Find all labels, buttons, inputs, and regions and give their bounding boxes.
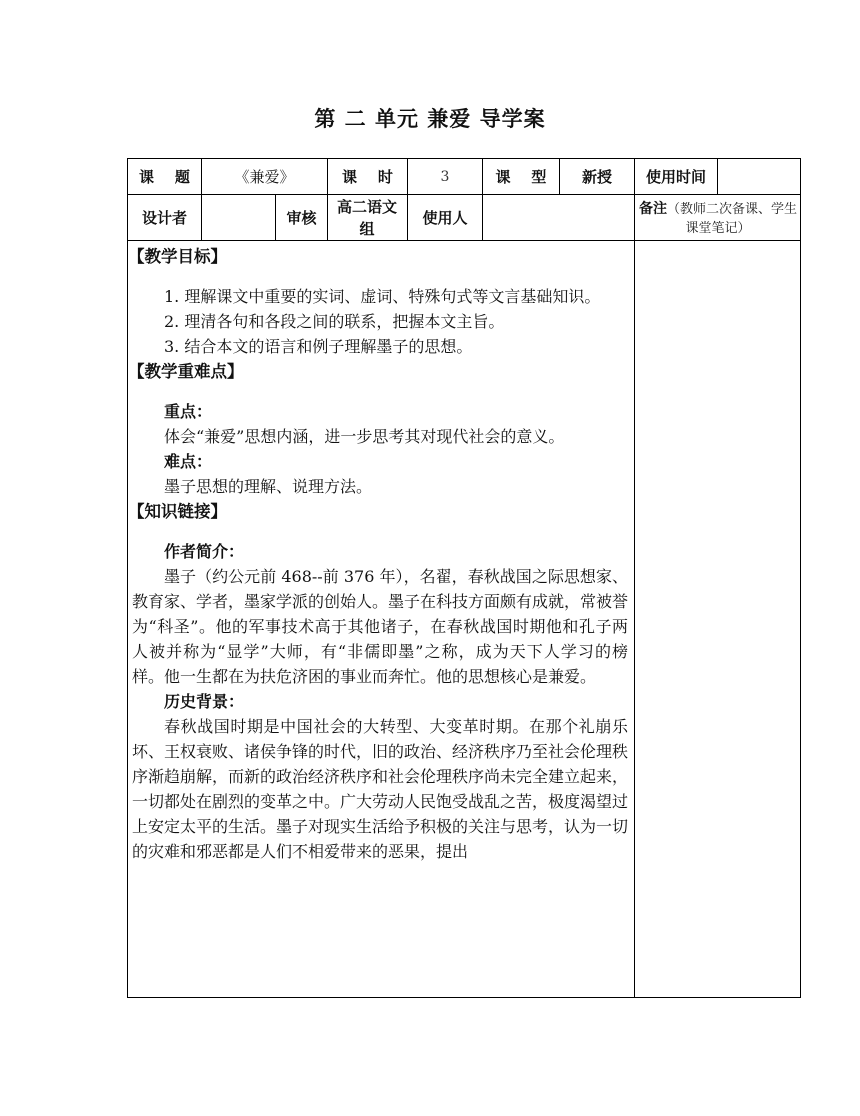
notes-description: （教师二次备课、学生课堂笔记） <box>666 202 797 236</box>
author-intro-label: 作者简介： <box>164 542 245 561</box>
usage-time-label: 使用时间 <box>645 167 706 186</box>
objective-item: 1. 理解课文中重要的实词、虚词、特殊句式等文言基础知识。 <box>164 287 601 306</box>
table-border-left <box>127 158 128 998</box>
history-background-text: 春秋战国时期是中国社会的大转型、大变革时期。在那个礼崩乐坏、王权衰败、诸侯争锋的时代，旧的政治、经济秩序乃至社会伦理秩序渐趋崩解，而新的政治经济秩序和社会伦理秩序尚未完全建立起来，一切都处在剧烈的变革之中。广大劳动人民饱受战乱之苦，极度渴望过上安定太平的生活。墨子对现实生活给予积极的关注与思考，认为一切的灾难和邪恶都是人们不相爱带来的恶果，提出 <box>132 717 629 861</box>
key-point-label: 重点： <box>164 402 213 421</box>
difficult-point-label: 难点： <box>164 452 213 471</box>
user-label: 使用人 <box>422 208 468 227</box>
key-point-text: 体会“兼爱”思想内涵，进一步思考其对现代社会的意义。 <box>164 427 565 446</box>
review-label: 审核 <box>286 208 317 227</box>
topic-label: 课 题 <box>139 167 190 186</box>
lesson-plan-table <box>127 158 801 998</box>
topic-value: 《兼爱》 <box>234 167 295 186</box>
author-intro-text: 墨子（约公元前 468--前 376 年），名翟，春秋战国之际思想家、教育家、学者，墨家学派的创始人。墨子在科技方面颇有成就，常被誉为“科圣”。他的军事技术高于其他诸子，在春秋战国时期他和孔子两人被并称为“显学”大师，有“非儒即墨”之称，成为天下人学习的榜样。他一生都在为扶危济困的事业而奔忙。他的思想核心是兼爱。 <box>132 567 629 686</box>
page-title: 第 二 单元 兼爱 导学案 <box>314 107 546 131</box>
objective-item: 3. 结合本文的语言和例子理解墨子的思想。 <box>164 337 473 356</box>
user-value <box>483 195 634 240</box>
objective-item: 2. 理清各句和各段之间的联系，把握本文主旨。 <box>164 312 505 331</box>
review-value: 高二语文组 <box>336 197 397 238</box>
table-row-divider <box>127 240 801 241</box>
section-heading-keypoints: 【教学重难点】 <box>128 362 244 381</box>
usage-time-value <box>718 159 800 194</box>
table-border-bottom <box>127 997 801 998</box>
type-label: 课 型 <box>495 167 547 186</box>
period-label: 课 时 <box>342 167 393 186</box>
table-border-right <box>800 158 801 998</box>
period-value: 3 <box>440 168 450 185</box>
lesson-content <box>128 244 629 864</box>
history-background-label: 历史背景： <box>164 692 245 711</box>
note-column-divider <box>634 158 635 998</box>
notes-header <box>635 200 801 238</box>
difficult-point-text: 墨子思想的理解、说理方法。 <box>164 477 373 496</box>
notes-label: 备注 <box>638 201 667 217</box>
designer-value <box>202 195 275 240</box>
section-heading-objectives: 【教学目标】 <box>128 247 227 266</box>
section-heading-knowledge: 【知识链接】 <box>128 502 227 521</box>
designer-label: 设计者 <box>141 208 187 227</box>
cell-divider <box>327 194 328 240</box>
type-value: 新授 <box>581 167 612 186</box>
